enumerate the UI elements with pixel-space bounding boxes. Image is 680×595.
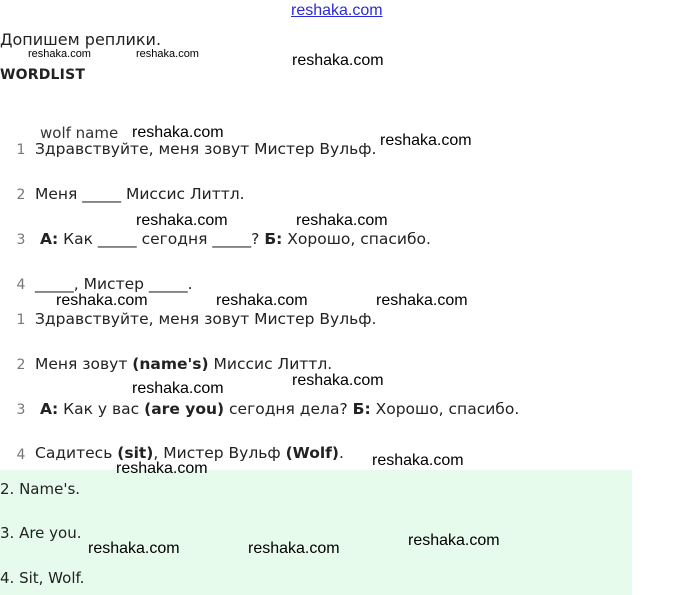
line-text: Миссис Литтл.: [208, 355, 333, 373]
watermark: reshaka.com: [136, 48, 199, 60]
line-number: 2: [16, 357, 26, 373]
line-number: 1: [16, 142, 26, 158]
inserted-word: (are you): [144, 400, 225, 418]
watermark: reshaka.com: [292, 52, 384, 69]
line-text: , Мистер Вульф: [153, 444, 286, 462]
watermark: reshaka.com: [136, 212, 228, 229]
answer-3: 4. Sit, Wolf.: [0, 569, 85, 587]
speaker-b-label: Б:: [264, 230, 283, 248]
line-number: 4: [16, 277, 26, 293]
line-number: 3: [16, 232, 26, 248]
line-text: Садитесь: [35, 444, 118, 462]
watermark: reshaka.com: [28, 48, 91, 60]
task-title: Допишем реплики.: [0, 30, 162, 49]
answer-2: 3. Are you.: [0, 524, 82, 542]
line-text: .: [339, 444, 344, 462]
answer-1: 2. Name's.: [0, 480, 81, 498]
exercise-line-4: _____, Мистер _____.: [35, 275, 193, 293]
line-number: 4: [16, 447, 26, 463]
speaker-b-label: Б:: [352, 400, 371, 418]
line-text: Меня зовут: [35, 355, 133, 373]
exercise-line-1: Здравствуйте, меня зовут Мистер Вульф.: [35, 140, 377, 158]
line-text: Хорошо, спасибо.: [375, 400, 520, 418]
watermark: reshaka.com: [88, 540, 180, 557]
wordlist-words: wolf name: [40, 124, 119, 142]
line-text: сегодня дела?: [224, 400, 348, 418]
filled-line-3: [40, 400, 519, 418]
inserted-word: (name's): [132, 355, 209, 373]
filled-line-1: Здравствуйте, меня зовут Мистер Вульф.: [35, 310, 377, 328]
watermark: reshaka.com: [408, 532, 500, 549]
watermark: reshaka.com: [372, 452, 464, 469]
watermark: reshaka.com: [132, 124, 224, 141]
watermark: reshaka.com: [56, 292, 148, 309]
line-text-b: Хорошо, спасибо.: [287, 230, 431, 248]
speaker-a-label: А:: [40, 230, 59, 248]
inserted-word: (Wolf): [285, 444, 339, 462]
exercise-line-3: [40, 230, 431, 248]
line-number: 2: [16, 187, 26, 203]
line-text-a: Как _____ сегодня _____?: [63, 230, 260, 248]
watermark: reshaka.com: [248, 540, 340, 557]
watermark-top-link[interactable]: reshaka.com: [291, 2, 383, 19]
answers-panel: [0, 470, 632, 595]
inserted-word: (sit): [117, 444, 154, 462]
line-number: 3: [16, 402, 26, 418]
filled-line-2: [35, 355, 332, 373]
line-text: Как у вас: [63, 400, 145, 418]
watermark: reshaka.com: [376, 292, 468, 309]
watermark: reshaka.com: [292, 372, 384, 389]
speaker-a-label: А:: [40, 400, 59, 418]
wordlist-heading: WORDLIST: [0, 67, 86, 83]
watermark: reshaka.com: [116, 460, 208, 477]
watermark: reshaka.com: [216, 292, 308, 309]
watermark: reshaka.com: [380, 132, 472, 149]
watermark: reshaka.com: [296, 212, 388, 229]
watermark: reshaka.com: [132, 380, 224, 397]
line-number: 1: [16, 312, 26, 328]
exercise-line-2: Меня _____ Миссис Литтл.: [35, 185, 245, 203]
